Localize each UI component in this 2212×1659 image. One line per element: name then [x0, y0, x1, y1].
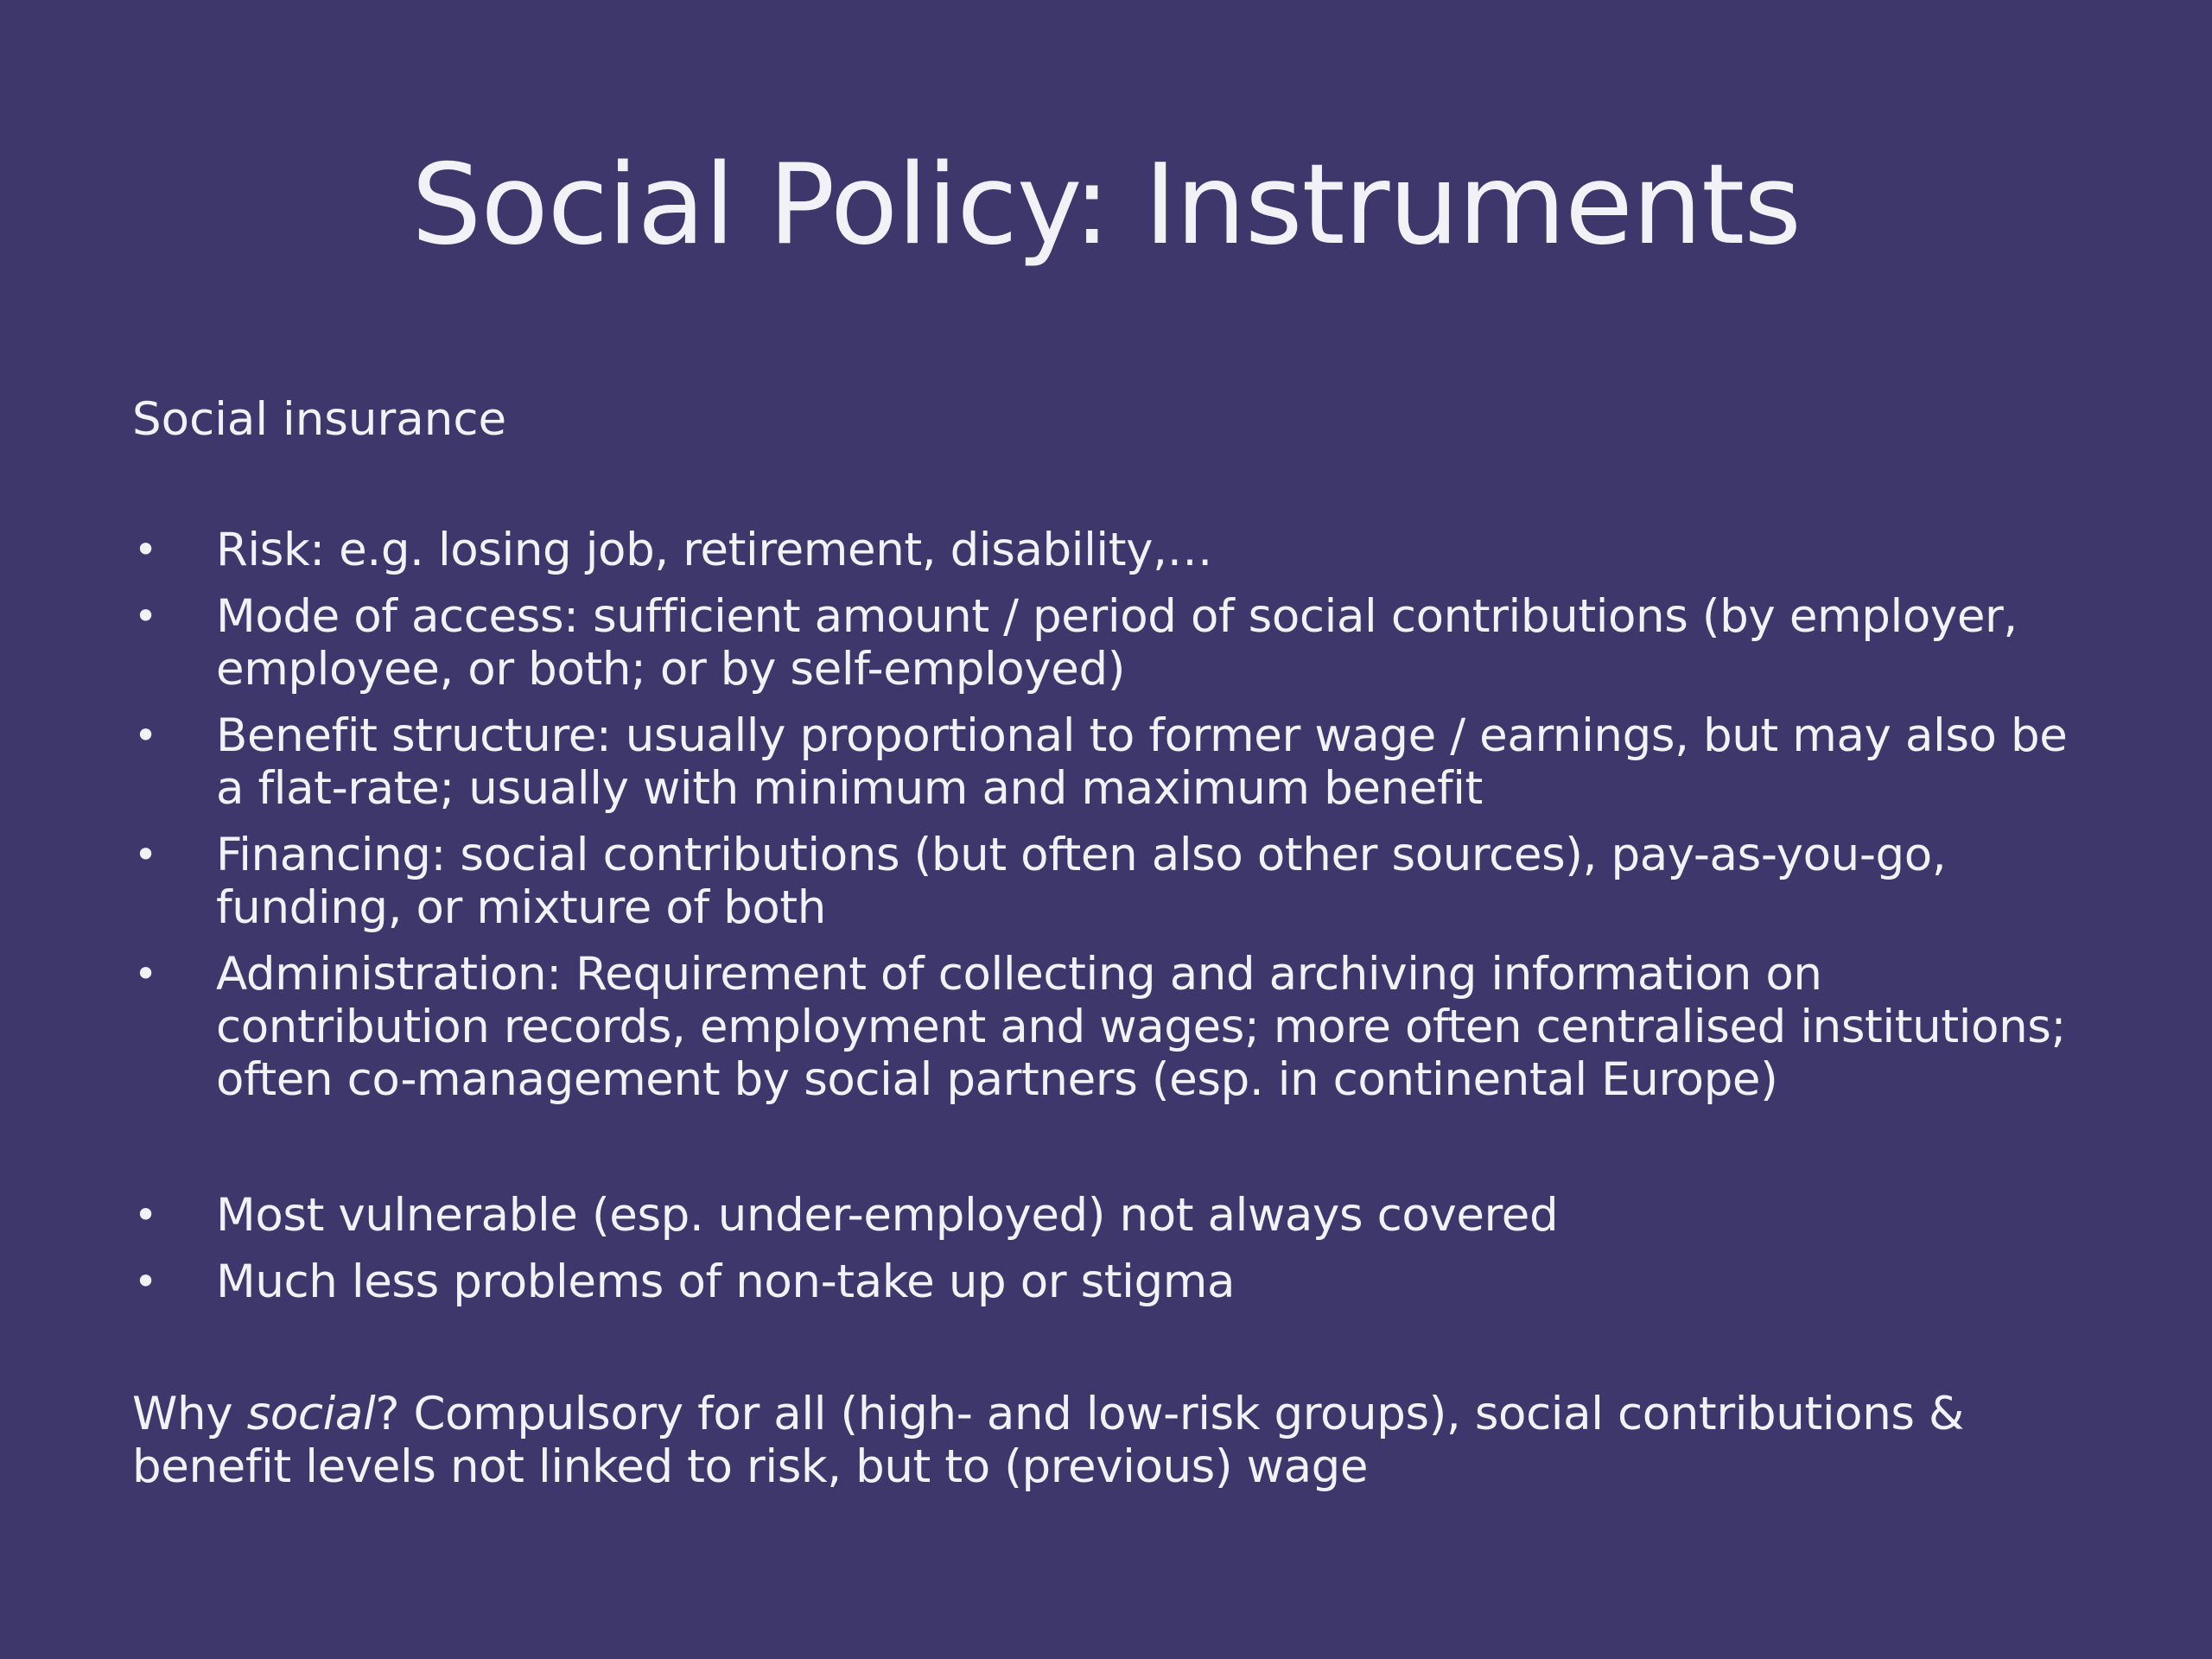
bullet-icon: •: [134, 593, 157, 639]
list-item: [132, 948, 2085, 1106]
why-emphasis: social: [246, 1388, 376, 1440]
bullet-list-secondary: [132, 1189, 2085, 1322]
bullet-text-financing: Financing: social contributions (but often also other sources), pay-as-you-go, funding, or mixture of both: [216, 829, 1947, 934]
bullet-icon: •: [134, 950, 157, 997]
why-rest: ? Compulsory for all (high- and low-risk groups), social contributions & benefit levels not linked to risk, but to (previous) wage: [132, 1388, 1964, 1493]
section-heading: Social insurance: [132, 393, 507, 446]
why-prefix: Why: [132, 1388, 247, 1440]
bullet-text-mode-of-access: Mode of access: sufficient amount / period of social contributions (by employer, employee, or both; or by self-employed): [216, 590, 2018, 696]
list-item: [132, 524, 2085, 576]
bullet-list-primary: [132, 524, 2085, 1120]
bullet-text-benefit-structure: Benefit structure: usually proportional to former wage / earnings, but may also be a flat-rate; usually with minimum and maximum benefit: [216, 709, 2068, 815]
list-item: [132, 1255, 2085, 1308]
list-item: [132, 1189, 2085, 1242]
bullet-text-administration: Administration: Requirement of collecting and archiving information on contribution records, employment and wages; more often centralised institutions; often co-management by social partners (esp. in continental Europe): [216, 948, 2066, 1106]
bullet-text-vulnerable: Most vulnerable (esp. under-employed) not always covered: [216, 1189, 1559, 1242]
bullet-text-stigma: Much less problems of non-take up or stigma: [216, 1255, 1236, 1308]
bullet-icon: •: [134, 526, 157, 573]
list-item: [132, 709, 2085, 815]
bullet-text-risk: Risk: e.g. losing job, retirement, disability,…: [216, 524, 1213, 576]
list-item: [132, 590, 2085, 696]
slide-title: Social Policy: Instruments: [411, 141, 1801, 270]
bullet-icon: •: [134, 831, 157, 878]
bullet-icon: •: [134, 1192, 157, 1238]
bullet-icon: •: [134, 712, 157, 759]
why-social-paragraph: [132, 1388, 2120, 1493]
list-item: [132, 829, 2085, 934]
bullet-icon: •: [134, 1258, 157, 1305]
